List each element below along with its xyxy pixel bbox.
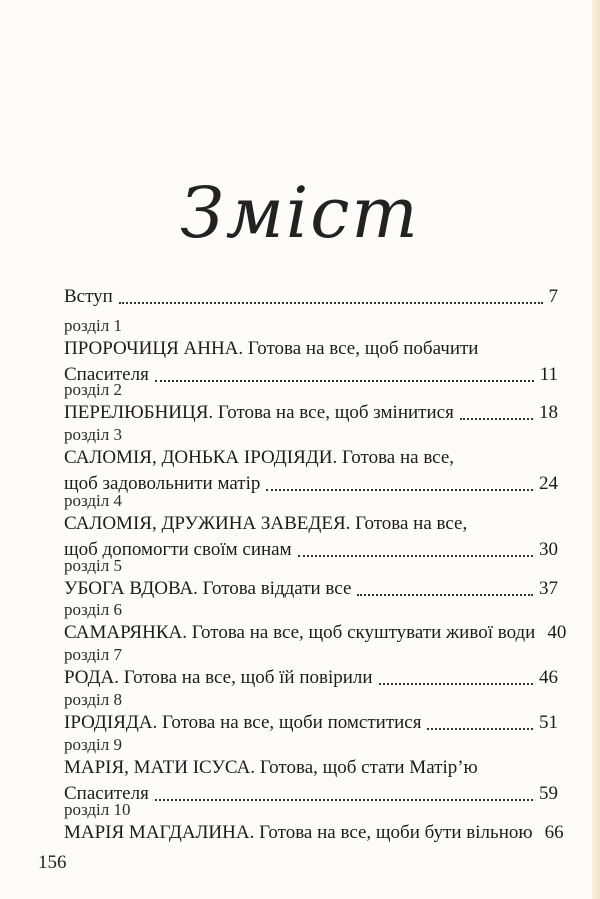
dot-leader	[379, 682, 533, 685]
toc-page-number: 24	[539, 473, 558, 494]
toc-entry-title: УБОГА ВДОВА. Готова віддати все	[64, 578, 352, 599]
dot-leader	[460, 417, 533, 420]
toc-page-number: 59	[539, 783, 558, 804]
toc-line	[64, 445, 558, 471]
chapter-label: розділ 1	[64, 316, 123, 335]
toc-entry-title: ПЕРЕЛЮБНИЦЯ. Готова на все, щоб змінитися	[64, 402, 454, 423]
dot-leader	[119, 301, 543, 304]
toc-entry-chapter-7	[64, 645, 558, 691]
toc-entry-chapter-1	[64, 316, 558, 388]
toc-entry-chapter-8	[64, 690, 558, 736]
toc-entry-chapter-2	[64, 380, 558, 426]
toc-line	[64, 755, 558, 781]
toc-entry-chapter-9	[64, 735, 558, 807]
toc-page-number: 18	[539, 402, 558, 423]
toc-page-number: 46	[539, 667, 558, 688]
page-edge-shadow	[592, 0, 600, 899]
toc-entry-title-continued: Спасителя	[64, 364, 149, 385]
toc-entry-title: ІРОДІЯДА. Готова на все, щоби помститися	[64, 712, 422, 733]
toc-page-number: 7	[548, 286, 558, 307]
chapter-label: розділ 4	[64, 491, 123, 510]
toc-page-number: 11	[539, 364, 558, 385]
toc-entry-title: САЛОМІЯ, ДОНЬКА ІРОДІЯДИ. Готова на все,	[64, 447, 455, 468]
toc-entry-title: ПРОРОЧИЦЯ АННА. Готова на все, щоб побачити	[64, 338, 479, 359]
toc-entry-chapter-5	[64, 556, 558, 602]
toc-page-number: 40	[547, 622, 567, 643]
chapter-label: розділ 2	[64, 380, 123, 399]
toc-line	[64, 620, 567, 646]
toc-line	[64, 284, 558, 310]
chapter-label: розділ 9	[64, 735, 123, 754]
toc-entry-title: МАРІЯ, МАТИ ІСУСА. Готова, щоб стати Матір’ю	[64, 757, 478, 778]
chapter-label: розділ 7	[64, 645, 123, 664]
toc-entry-chapter-6	[64, 600, 567, 646]
toc-entry-title-continued: щоб допомогти своїм синам	[64, 539, 292, 560]
chapter-label: розділ 8	[64, 690, 123, 709]
toc-entry-title: РОДА. Готова на все, щоб їй повірили	[64, 667, 373, 688]
dot-leader	[357, 593, 533, 596]
toc-page-number: 37	[539, 578, 558, 599]
toc-entry-intro	[64, 284, 558, 310]
toc-entry-chapter-10	[64, 800, 564, 846]
toc-line	[64, 665, 558, 691]
toc-page-number: 51	[539, 712, 558, 733]
toc-line	[64, 576, 558, 602]
page-number-footer: 156	[38, 852, 67, 873]
dot-leader	[427, 727, 533, 730]
toc-line	[64, 511, 558, 537]
page-title: Зміст	[180, 172, 420, 254]
toc-entry-title-continued: щоб задовольнити матір	[64, 473, 261, 494]
chapter-label: розділ 5	[64, 556, 123, 575]
toc-entry-chapter-3	[64, 425, 558, 497]
toc-line	[64, 710, 558, 736]
toc-line	[64, 336, 558, 362]
toc-entry-title-continued: Спасителя	[64, 783, 149, 804]
chapter-label: розділ 3	[64, 425, 123, 444]
toc-entry-chapter-4	[64, 491, 558, 563]
toc-page-number: 30	[539, 539, 558, 560]
toc-entry-title: МАРІЯ МАГДАЛИНА. Готова на все, щоби бути вільною	[64, 822, 533, 843]
toc-entry-title: САЛОМІЯ, ДРУЖИНА ЗАВЕДЕЯ. Готова на все,	[64, 513, 468, 534]
toc-entry-title: САМАРЯНКА. Готова на все, щоб скуштувати живої води	[64, 622, 536, 643]
chapter-label: розділ 10	[64, 800, 131, 819]
toc-line	[64, 820, 564, 846]
toc-entry-title: Вступ	[64, 286, 113, 307]
toc-page-number: 66	[544, 822, 564, 843]
chapter-label: розділ 6	[64, 600, 123, 619]
toc-line	[64, 400, 558, 426]
